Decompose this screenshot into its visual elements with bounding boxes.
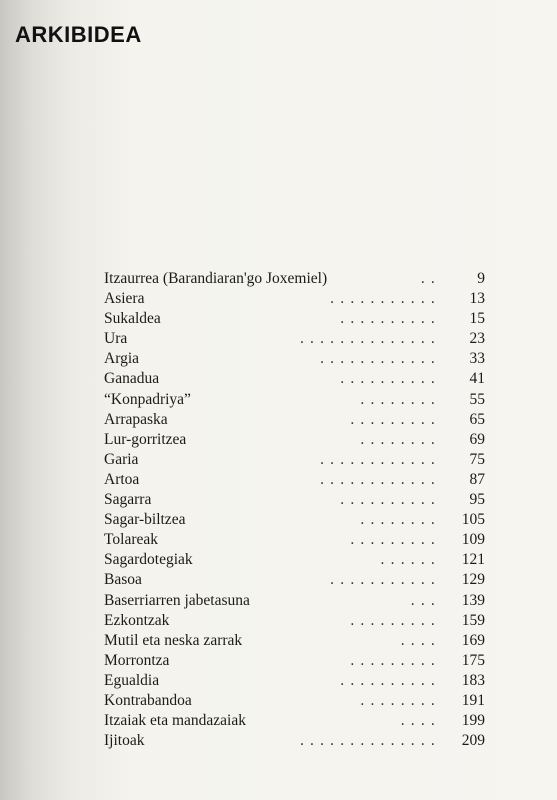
toc-entry — [104, 410, 485, 430]
toc-entry-title: Garia — [104, 450, 139, 468]
toc-entry — [104, 289, 485, 309]
toc-entry — [104, 550, 485, 570]
toc-entry — [104, 349, 485, 369]
toc-entry — [104, 691, 485, 711]
toc-entry — [104, 631, 485, 651]
toc-entry-title: Morrontza — [104, 651, 170, 669]
toc-entry-page: 65 — [469, 410, 485, 428]
toc-dot-leader: ........ — [360, 390, 441, 408]
toc-entry-page: 87 — [469, 470, 485, 488]
toc-entry-title: “Konpadriya” — [104, 390, 191, 408]
toc-entry — [104, 490, 485, 510]
toc-entry-page: 121 — [461, 551, 485, 569]
toc-dot-leader: ...... — [380, 551, 441, 569]
toc-entry — [104, 269, 485, 289]
toc-entry — [104, 671, 485, 691]
table-of-contents — [104, 269, 485, 751]
toc-dot-leader: ............ — [320, 470, 441, 488]
toc-entry-page: 13 — [469, 290, 485, 308]
toc-entry-title: Tolareak — [104, 531, 158, 549]
toc-dot-leader: .......... — [340, 370, 441, 388]
toc-dot-leader: ........... — [330, 571, 441, 589]
toc-entry — [104, 651, 485, 671]
toc-entry — [104, 711, 485, 731]
toc-entry-page: 183 — [461, 671, 485, 689]
toc-entry — [104, 591, 485, 611]
toc-entry-page: 139 — [461, 591, 485, 609]
toc-dot-leader: .............. — [299, 330, 441, 348]
toc-dot-leader: .............. — [299, 732, 441, 750]
toc-entry-page: 15 — [469, 310, 485, 328]
toc-entry-page: 23 — [469, 330, 485, 348]
page-title: ARKIBIDEA — [15, 22, 142, 47]
toc-dot-leader: ........ — [360, 691, 441, 709]
toc-entry-title: Itzaiak eta mandazaiak — [104, 712, 246, 730]
toc-entry-title: Egualdia — [104, 671, 160, 689]
toc-entry-title: Artoa — [104, 470, 140, 488]
toc-entry — [104, 611, 485, 631]
toc-dot-leader: .. — [420, 270, 441, 287]
toc-entry-title: Baserriarren jabetasuna — [104, 591, 250, 609]
toc-entry-page: 41 — [469, 370, 485, 388]
toc-entry-page: 159 — [461, 611, 485, 629]
toc-dot-leader: ........ — [360, 511, 441, 529]
toc-entry-title: Basoa — [104, 571, 142, 589]
toc-entry — [104, 390, 485, 410]
toc-dot-leader: ......... — [350, 611, 441, 629]
toc-entry-page: 169 — [461, 631, 485, 649]
toc-dot-leader: ......... — [350, 651, 441, 669]
toc-entry-page: 33 — [469, 350, 485, 368]
toc-dot-leader: ... — [410, 591, 441, 609]
toc-dot-leader: ......... — [350, 531, 441, 549]
toc-entry-title: Mutil eta neska zarrak — [104, 631, 243, 649]
toc-entry-title: Sagardotegiak — [104, 551, 193, 569]
toc-dot-leader: ........ — [360, 430, 441, 448]
toc-entry — [104, 731, 485, 751]
toc-entry — [104, 309, 485, 329]
toc-entry — [104, 369, 485, 389]
toc-dot-leader: .... — [400, 712, 441, 730]
toc-entry-page: 95 — [469, 491, 485, 509]
toc-dot-leader: ......... — [350, 410, 441, 428]
toc-entry — [104, 329, 485, 349]
toc-dot-leader: ............ — [320, 350, 441, 368]
toc-entry-title: Sukaldea — [104, 310, 161, 328]
toc-entry-page: 75 — [469, 450, 485, 468]
toc-entry — [104, 570, 485, 590]
toc-entry-page: 191 — [461, 691, 485, 709]
toc-entry-title: Argia — [104, 350, 140, 368]
toc-entry-title: Lur-gorritzea — [104, 430, 187, 448]
toc-entry — [104, 510, 485, 530]
toc-entry — [104, 430, 485, 450]
toc-dot-leader: .......... — [340, 310, 441, 328]
toc-entry-title: Asiera — [104, 290, 145, 308]
toc-entry-page: 209 — [461, 732, 485, 750]
toc-entry — [104, 470, 485, 490]
toc-entry-title: Arrapaska — [104, 410, 168, 428]
toc-dot-leader: .......... — [340, 671, 441, 689]
toc-entry-title: Ijitoak — [104, 732, 145, 750]
toc-entry-page: 175 — [461, 651, 485, 669]
toc-dot-leader: .......... — [340, 491, 441, 509]
toc-entry — [104, 530, 485, 550]
toc-entry-page: 55 — [469, 390, 485, 408]
toc-entry-title: Kontrabandoa — [104, 691, 192, 709]
toc-entry-page: 9 — [477, 270, 485, 287]
toc-dot-leader: ............ — [320, 450, 441, 468]
toc-entry-title: Sagar-biltzea — [104, 511, 186, 529]
toc-entry-page: 69 — [469, 430, 485, 448]
toc-entry-title: Ezkontzak — [104, 611, 170, 629]
toc-entry-page: 129 — [461, 571, 485, 589]
toc-entry-title: Ura — [104, 330, 128, 348]
toc-entry-title: Ganadua — [104, 370, 160, 388]
toc-entry-page: 105 — [461, 511, 485, 529]
toc-entry — [104, 450, 485, 470]
toc-entry-page: 199 — [461, 712, 485, 730]
toc-entry-title: Sagarra — [104, 491, 152, 509]
toc-entry-page: 109 — [461, 531, 485, 549]
toc-dot-leader: .... — [400, 631, 441, 649]
toc-dot-leader: ........... — [330, 290, 441, 308]
toc-entry-title: Itzaurrea (Barandiaran'go Joxemiel) — [104, 270, 328, 287]
